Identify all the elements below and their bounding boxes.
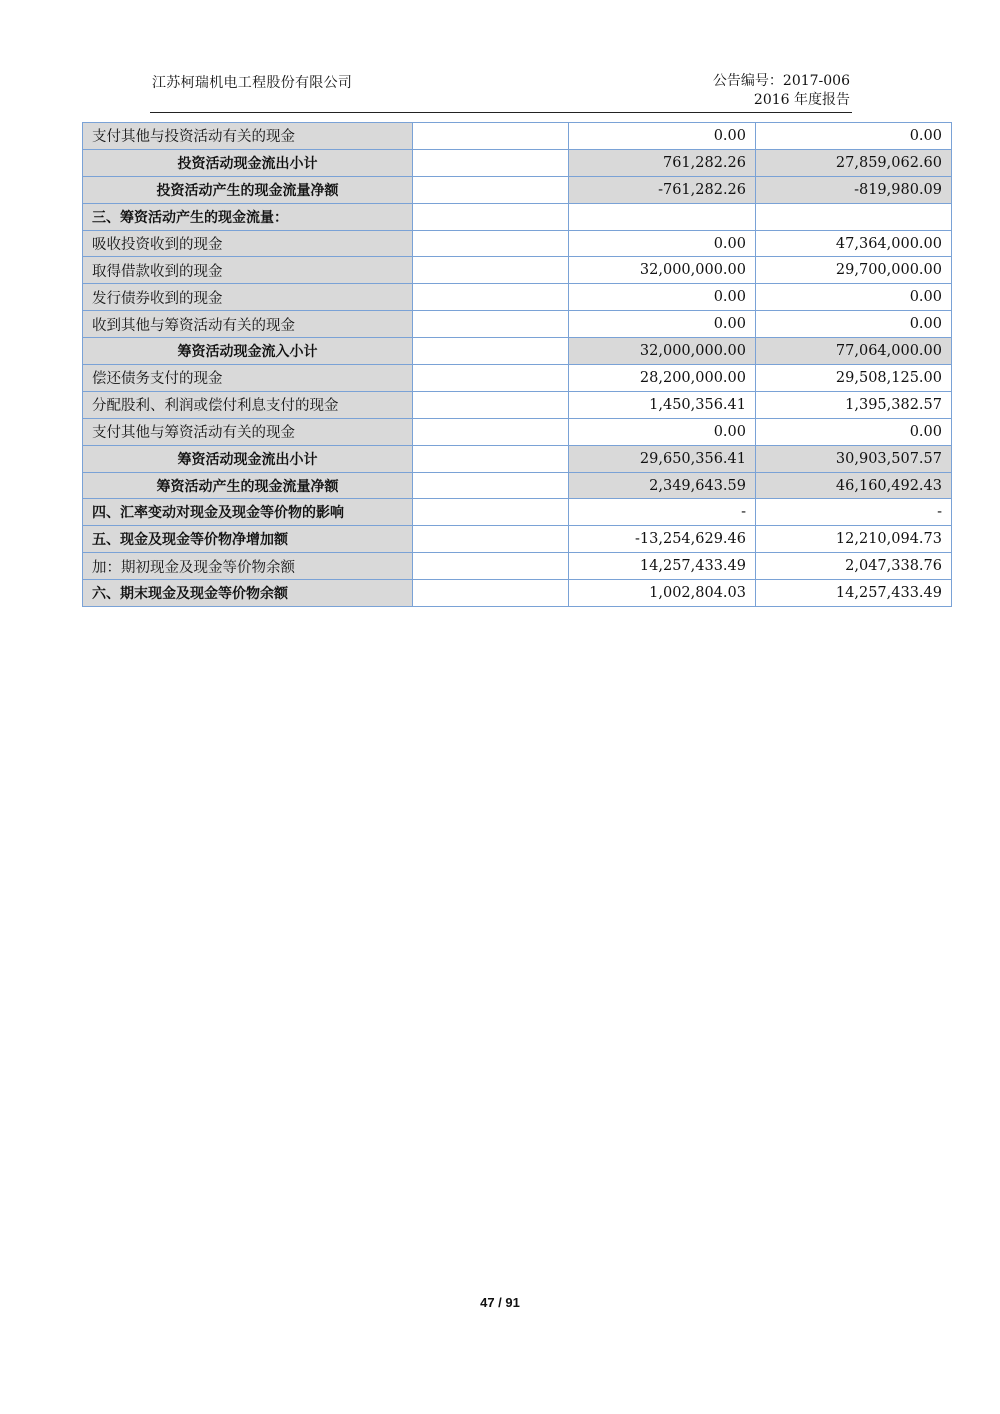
row-label: 三、筹资活动产生的现金流量： — [83, 203, 413, 230]
row-note — [413, 365, 569, 392]
row-label: 加：期初现金及现金等价物余额 — [83, 553, 413, 580]
row-note — [413, 203, 569, 230]
row-label: 吸收投资收到的现金 — [83, 230, 413, 257]
table-row — [83, 257, 952, 284]
row-note — [413, 311, 569, 338]
table-row — [83, 499, 952, 526]
table-row — [83, 472, 952, 499]
row-previous-period: 0.00 — [756, 123, 952, 150]
row-current-period: 32,000,000.00 — [569, 257, 756, 284]
row-previous-period: 29,508,125.00 — [756, 365, 952, 392]
company-name: 江苏柯瑞机电工程股份有限公司 — [152, 75, 353, 91]
cash-flow-table — [82, 122, 952, 607]
row-label: 投资活动现金流出小计 — [83, 149, 413, 176]
row-current-period: - — [569, 499, 756, 526]
row-previous-period: 0.00 — [756, 311, 952, 338]
row-label: 支付其他与投资活动有关的现金 — [83, 123, 413, 150]
row-note — [413, 445, 569, 472]
row-label: 取得借款收到的现金 — [83, 257, 413, 284]
row-label: 投资活动产生的现金流量净额 — [83, 176, 413, 203]
row-current-period: 1,450,356.41 — [569, 391, 756, 418]
row-label: 五、现金及现金等价物净增加额 — [83, 526, 413, 553]
row-current-period: 0.00 — [569, 284, 756, 311]
row-note — [413, 499, 569, 526]
notice-number: 公告编号：2017-006 — [712, 73, 850, 89]
row-note — [413, 284, 569, 311]
row-current-period: 29,650,356.41 — [569, 445, 756, 472]
row-label: 筹资活动现金流出小计 — [83, 445, 413, 472]
table-row — [83, 284, 952, 311]
table-row — [83, 338, 952, 365]
row-previous-period: 46,160,492.43 — [756, 472, 952, 499]
row-current-period: 14,257,433.49 — [569, 553, 756, 580]
row-previous-period: 14,257,433.49 — [756, 580, 952, 607]
row-current-period: -761,282.26 — [569, 176, 756, 203]
row-previous-period: 12,210,094.73 — [756, 526, 952, 553]
row-note — [413, 553, 569, 580]
table-row — [83, 391, 952, 418]
row-previous-period: 1,395,382.57 — [756, 391, 952, 418]
row-current-period: -13,254,629.46 — [569, 526, 756, 553]
row-previous-period: 30,903,507.57 — [756, 445, 952, 472]
row-note — [413, 123, 569, 150]
page-number: 47 / 91 — [480, 1295, 520, 1310]
row-previous-period: 2,047,338.76 — [756, 553, 952, 580]
table-row — [83, 445, 952, 472]
row-label: 分配股利、利润或偿付利息支付的现金 — [83, 391, 413, 418]
table-row — [83, 230, 952, 257]
table-row — [83, 203, 952, 230]
row-note — [413, 391, 569, 418]
report-title: 2016 年度报告 — [753, 92, 850, 108]
row-previous-period: 0.00 — [756, 284, 952, 311]
row-previous-period: 29,700,000.00 — [756, 257, 952, 284]
table-row — [83, 418, 952, 445]
row-label: 发行债券收到的现金 — [83, 284, 413, 311]
row-label: 偿还债务支付的现金 — [83, 365, 413, 392]
table-row — [83, 526, 952, 553]
row-current-period: 0.00 — [569, 123, 756, 150]
row-current-period: 0.00 — [569, 230, 756, 257]
row-current-period: 761,282.26 — [569, 149, 756, 176]
row-previous-period: 0.00 — [756, 418, 952, 445]
report-info — [713, 72, 850, 110]
cash-flow-table-body — [83, 123, 952, 607]
row-current-period: 0.00 — [569, 418, 756, 445]
row-current-period: 0.00 — [569, 311, 756, 338]
row-label: 筹资活动现金流入小计 — [83, 338, 413, 365]
row-label: 收到其他与筹资活动有关的现金 — [83, 311, 413, 338]
row-note — [413, 257, 569, 284]
row-label: 四、汇率变动对现金及现金等价物的影响 — [83, 499, 413, 526]
row-previous-period: 47,364,000.00 — [756, 230, 952, 257]
table-row — [83, 123, 952, 150]
row-current-period — [569, 203, 756, 230]
row-note — [413, 338, 569, 365]
row-current-period: 32,000,000.00 — [569, 338, 756, 365]
table-row — [83, 365, 952, 392]
header-divider — [150, 112, 852, 113]
table-row — [83, 580, 952, 607]
row-previous-period: 77,064,000.00 — [756, 338, 952, 365]
row-current-period: 2,349,643.59 — [569, 472, 756, 499]
row-note — [413, 526, 569, 553]
table-row — [83, 311, 952, 338]
table-row — [83, 149, 952, 176]
row-note — [413, 230, 569, 257]
row-previous-period: -819,980.09 — [756, 176, 952, 203]
row-label: 筹资活动产生的现金流量净额 — [83, 472, 413, 499]
table-row — [83, 176, 952, 203]
row-note — [413, 418, 569, 445]
row-current-period: 1,002,804.03 — [569, 580, 756, 607]
row-previous-period — [756, 203, 952, 230]
row-note — [413, 149, 569, 176]
table-row — [83, 553, 952, 580]
row-note — [413, 176, 569, 203]
row-previous-period: - — [756, 499, 952, 526]
row-label: 六、期末现金及现金等价物余额 — [83, 580, 413, 607]
row-note — [413, 580, 569, 607]
row-note — [413, 472, 569, 499]
row-current-period: 28,200,000.00 — [569, 365, 756, 392]
row-previous-period: 27,859,062.60 — [756, 149, 952, 176]
row-label: 支付其他与筹资活动有关的现金 — [83, 418, 413, 445]
